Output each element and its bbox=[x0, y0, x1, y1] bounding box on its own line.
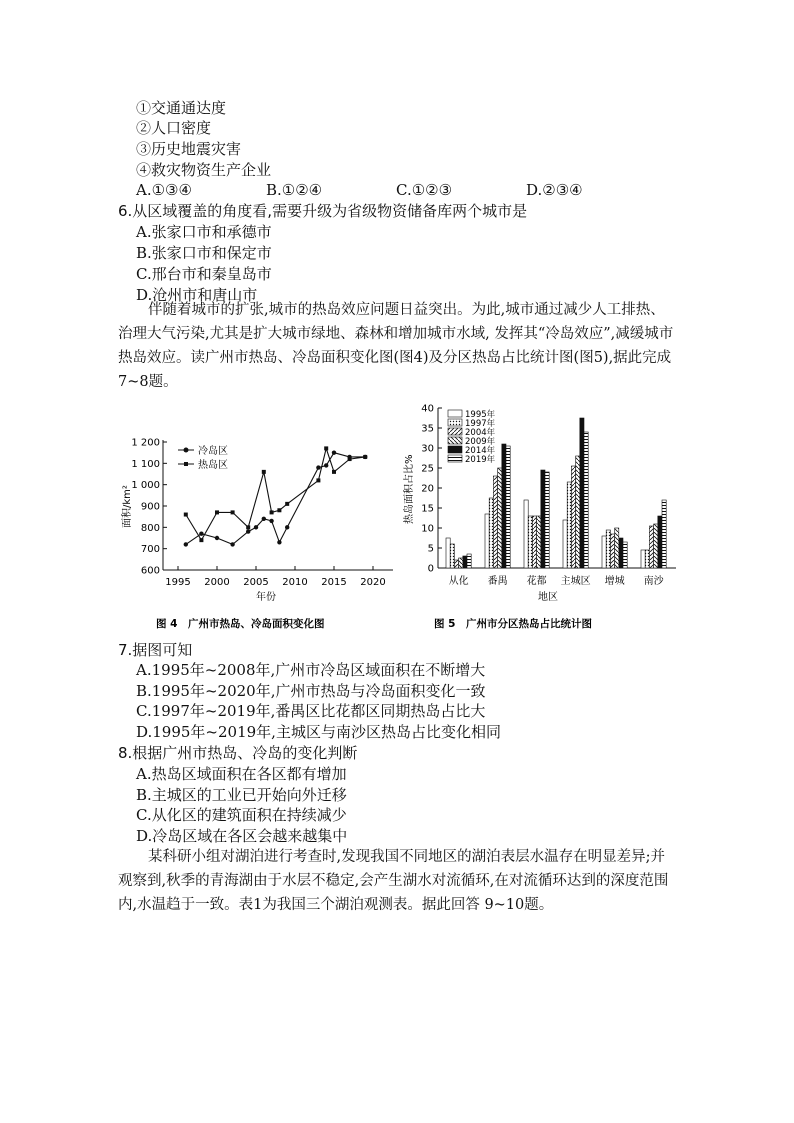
fig5-bar bbox=[537, 516, 541, 568]
passage-heat-island: 伴随着城市的扩张,城市的热岛效应问题日益突出。为此,城市通过减少人工排热、治理大气污染,尤其是扩大城市绿地、森林和增加城市水域, 发挥其“冷岛效应”,减缓城市热岛效应。读广州市热岛、冷岛面积变化图(图4)及分区热岛占比统计图(图5),据此完成7~8题。 bbox=[118, 302, 674, 390]
passage-lake: 某科研小组对湖泊进行考查时,发现我国不同地区的湖泊表层水温存在明显差异;并观察到,秋季的青海湖由于水层不稳定,会产生湖水对流循环,在对流循环达到的深度范围内,水温趋于一致。表1为我国三个湖泊观测表。据此回答 9~10题。 bbox=[118, 849, 669, 913]
fig4-point-hot bbox=[363, 455, 367, 459]
fig4-point-hot bbox=[231, 510, 235, 514]
q5-options bbox=[136, 180, 656, 200]
fig5-bar bbox=[658, 516, 662, 568]
q7-option-b[interactable]: B.1995年~2020年,广州市热岛与冷岛面积变化一致 bbox=[136, 682, 486, 700]
fig5-bar bbox=[489, 498, 493, 568]
fig5-category-label: 从化 bbox=[448, 576, 469, 587]
fig5-legend-label: 2019年 bbox=[465, 455, 496, 465]
fig5-legend-label: 2004年 bbox=[465, 428, 496, 438]
fig5-ytick-label: 20 bbox=[421, 483, 434, 495]
fig5-ytick-label: 25 bbox=[421, 463, 434, 475]
fig4-caption: 图 4 广州市热岛、冷岛面积变化图 bbox=[156, 618, 325, 630]
fig5-bar bbox=[467, 554, 471, 568]
fig4-point-cold bbox=[184, 542, 188, 546]
fig5-category-label: 番禺 bbox=[487, 576, 508, 587]
fig5-ytick-label: 30 bbox=[421, 443, 434, 455]
fig4-ytick-label: 1 000 bbox=[131, 480, 160, 492]
q5-item-3: ③历史地震灾害 bbox=[136, 140, 242, 158]
fig4-point-hot bbox=[246, 525, 250, 529]
fig4-point-hot bbox=[285, 502, 289, 506]
fig4-xtick-label: 2000 bbox=[204, 577, 230, 588]
fig4-point-hot bbox=[262, 470, 266, 474]
fig4-point-hot bbox=[316, 478, 320, 482]
fig5-ytick-label: 0 bbox=[427, 563, 434, 575]
fig5-legend-swatch bbox=[448, 419, 462, 426]
fig5-bar bbox=[649, 526, 653, 568]
fig5-bar bbox=[506, 446, 510, 568]
fig4-point-hot bbox=[324, 446, 328, 450]
fig5-ytick-label: 5 bbox=[427, 543, 434, 555]
fig4-point-cold bbox=[269, 519, 273, 523]
fig4-xtick-label: 2010 bbox=[282, 577, 308, 588]
q5-option-c[interactable]: C.①②③ bbox=[396, 181, 453, 199]
fig4-legend bbox=[178, 444, 228, 471]
fig5-legend-label: 2014年 bbox=[465, 446, 496, 456]
fig5-bar bbox=[532, 516, 536, 568]
fig5-ytick-label: 15 bbox=[421, 503, 434, 515]
fig5-ytick-label: 35 bbox=[421, 423, 434, 435]
fig5-legend-swatch bbox=[448, 410, 462, 417]
fig4-legend-cold: 冷岛区 bbox=[198, 446, 228, 457]
fig5-bar bbox=[524, 500, 528, 568]
fig5-bar bbox=[654, 524, 658, 568]
q5-item-1: ①交通通达度 bbox=[136, 99, 227, 117]
fig5-category-label: 主城区 bbox=[560, 576, 591, 587]
fig4-point-hot bbox=[332, 470, 336, 474]
fig5-category-label: 花都 bbox=[526, 576, 547, 587]
fig5-legend-swatch bbox=[448, 446, 462, 453]
fig5-legend-swatch bbox=[448, 455, 462, 462]
fig4-point-cold bbox=[277, 540, 281, 544]
fig5-category-label: 南沙 bbox=[643, 576, 664, 587]
q7-option-a[interactable]: A.1995年~2008年,广州市冷岛区域面积在不断增大 bbox=[136, 661, 486, 679]
fig4-point-hot bbox=[348, 457, 352, 461]
fig4-ytick-label: 800 bbox=[140, 522, 160, 534]
fig5-caption: 图 5 广州市分区热岛占比统计图 bbox=[434, 618, 592, 630]
fig4-point-hot bbox=[199, 538, 203, 542]
fig5-bar bbox=[645, 550, 649, 568]
q5-option-a[interactable]: A.①③④ bbox=[136, 181, 192, 199]
fig5-bar bbox=[459, 558, 463, 568]
q7-option-d[interactable]: D.1995年~2019年,主城区与南沙区热岛占比变化相同 bbox=[136, 723, 501, 741]
figure-4-line-chart bbox=[118, 400, 418, 640]
fig5-bar bbox=[498, 468, 502, 568]
fig4-ytick-label: 700 bbox=[140, 544, 160, 556]
q5-option-d[interactable]: D.②③④ bbox=[526, 181, 583, 199]
fig4-point-cold bbox=[332, 450, 336, 454]
q6-option-a[interactable]: A.张家口市和承德市 bbox=[136, 223, 272, 241]
fig5-bar bbox=[571, 466, 575, 568]
fig5-bar bbox=[563, 520, 567, 568]
q5-option-b[interactable]: B.①②④ bbox=[266, 181, 323, 199]
fig4-point-cold bbox=[324, 463, 328, 467]
fig5-legend-swatch bbox=[448, 437, 462, 444]
fig5-legend-label: 2009年 bbox=[465, 437, 496, 447]
q5-item-2: ②人口密度 bbox=[136, 119, 212, 137]
fig4-ytick-label: 1 100 bbox=[131, 458, 160, 470]
fig4-legend-hot: 热岛区 bbox=[198, 460, 228, 471]
fig5-bar bbox=[485, 514, 489, 568]
fig4-point-hot bbox=[277, 508, 281, 512]
fig4-ylabel: 面积/km² bbox=[122, 485, 133, 528]
fig4-xtick-label: 2005 bbox=[243, 577, 269, 588]
q8-option-a[interactable]: A.热岛区域面积在各区都有增加 bbox=[136, 765, 347, 783]
fig5-bar bbox=[619, 538, 623, 568]
figure-5-bar-chart bbox=[398, 396, 698, 640]
q8-option-d[interactable]: D.冷岛区域在各区会越来越集中 bbox=[136, 827, 348, 845]
fig5-bar bbox=[610, 534, 614, 568]
fig5-bar bbox=[502, 444, 506, 568]
fig4-point-hot bbox=[184, 513, 188, 517]
q6-stem: 6.从区域覆盖的角度看,需要升级为省级物资储备库两个城市是 bbox=[118, 202, 528, 220]
fig5-bar bbox=[641, 550, 645, 568]
fig4-point-cold bbox=[230, 542, 234, 546]
q8-stem: 8.根据广州市热岛、冷岛的变化判断 bbox=[118, 744, 358, 762]
fig5-bar bbox=[528, 516, 532, 568]
fig5-legend bbox=[448, 409, 496, 465]
q5-item-4: ④救灾物资生产企业 bbox=[136, 161, 272, 179]
fig4-point-cold bbox=[262, 517, 266, 521]
fig5-bar bbox=[584, 432, 588, 568]
fig5-bar bbox=[602, 536, 606, 568]
fig4-xtick-label: 1995 bbox=[165, 577, 191, 588]
q6-option-d[interactable]: D.沧州市和唐山市 bbox=[136, 286, 258, 304]
fig5-xlabel: 地区 bbox=[538, 592, 558, 603]
fig5-bar bbox=[454, 560, 458, 568]
q8-option-c[interactable]: C.从化区的建筑面积在持续减少 bbox=[136, 806, 347, 824]
fig4-point-cold bbox=[199, 532, 203, 536]
fig5-ylabel: 热岛面积占比% bbox=[404, 454, 415, 524]
fig4-point-cold bbox=[316, 465, 320, 469]
fig5-bar bbox=[606, 530, 610, 568]
fig5-category-label: 增城 bbox=[604, 576, 625, 587]
fig5-bar bbox=[615, 528, 619, 568]
fig4-point-cold bbox=[215, 536, 219, 540]
q8-option-b[interactable]: B.主城区的工业已开始向外迁移 bbox=[136, 786, 347, 804]
fig5-bar bbox=[450, 544, 454, 568]
fig5-bar bbox=[580, 418, 584, 568]
fig5-legend-label: 1997年 bbox=[465, 419, 496, 429]
fig5-bar bbox=[493, 476, 497, 568]
fig4-point-cold bbox=[246, 529, 250, 533]
fig4-xtick-label: 2015 bbox=[321, 577, 347, 588]
fig4-ytick-label: 1 200 bbox=[131, 437, 160, 449]
fig4-point-cold bbox=[254, 525, 258, 529]
fig5-bar bbox=[623, 542, 627, 568]
fig4-ytick-label: 600 bbox=[140, 565, 160, 577]
q7-stem: 7.据图可知 bbox=[118, 641, 193, 659]
fig5-ytick-label: 10 bbox=[421, 523, 434, 535]
fig4-xtick-label: 2020 bbox=[360, 577, 386, 588]
fig5-bar bbox=[446, 538, 450, 568]
fig5-bar bbox=[662, 500, 666, 568]
fig5-ytick-label: 40 bbox=[421, 403, 434, 415]
fig5-bar bbox=[463, 556, 467, 568]
fig5-legend-label: 1995年 bbox=[465, 410, 496, 420]
q6-option-b[interactable]: B.张家口市和保定市 bbox=[136, 244, 272, 262]
fig5-bar bbox=[567, 482, 571, 568]
fig4-point-cold bbox=[285, 525, 289, 529]
q7-option-c[interactable]: C.1997年~2019年,番禺区比花都区同期热岛占比大 bbox=[136, 702, 486, 720]
fig5-bar bbox=[545, 472, 549, 568]
fig5-bar bbox=[576, 456, 580, 568]
fig4-point-hot bbox=[270, 510, 274, 514]
q6-option-c[interactable]: C.邢台市和秦皇岛市 bbox=[136, 265, 272, 283]
fig5-legend-swatch bbox=[448, 428, 462, 435]
fig4-xlabel: 年份 bbox=[256, 592, 276, 603]
fig5-bar bbox=[541, 470, 545, 568]
fig4-ytick-label: 900 bbox=[140, 501, 160, 513]
fig4-point-hot bbox=[215, 510, 219, 514]
